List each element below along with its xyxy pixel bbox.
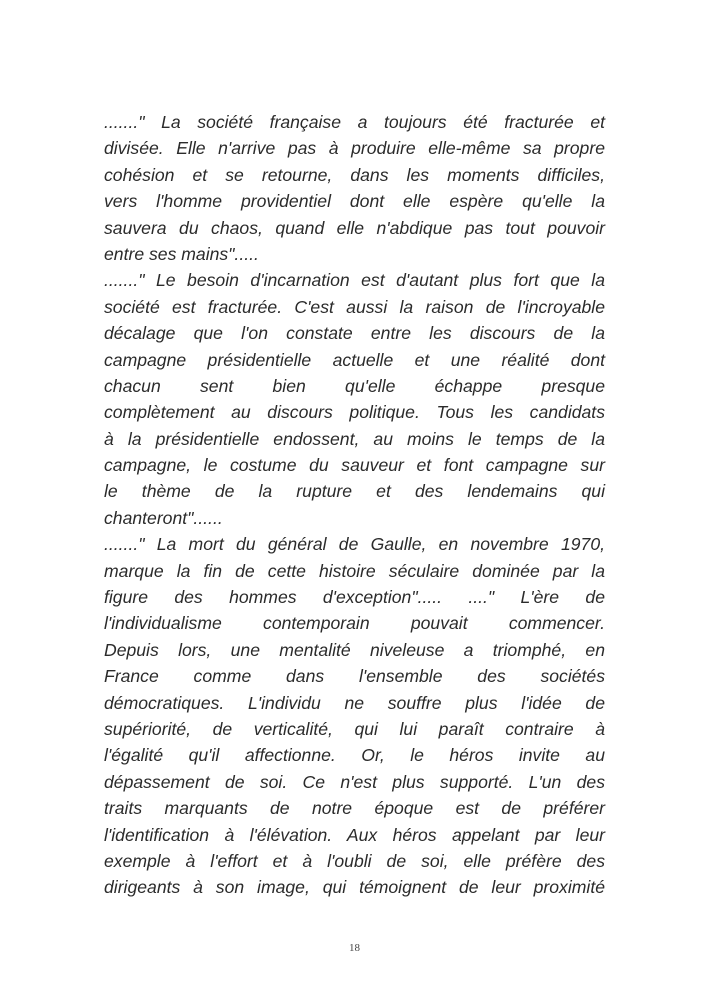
body-text <box>104 109 605 901</box>
text-line: chacun sent bien qu'elle échappe presque <box>104 375 605 396</box>
text-line: France comme dans l'ensemble des sociétés <box>104 666 605 687</box>
text-line: vers l'homme providentiel dont elle espère qu'elle la <box>104 191 605 212</box>
text-line: démocratiques. L'individu ne souffre plus l'idée de <box>104 692 605 713</box>
page-number: 18 <box>349 942 360 954</box>
text-line: ......." La société française a toujours été fracturée et <box>104 112 605 132</box>
text-line: entre ses mains"..... <box>104 243 259 264</box>
text-line: société est fracturée. C'est aussi la raison de l'incroyable <box>104 296 605 317</box>
text-line: le thème de la rupture et des lendemains qui <box>104 481 605 502</box>
text-line: dépassement de soi. Ce n'est plus supporté. L'un des <box>104 771 605 792</box>
text-line: exemple à l'effort et à l'oubli de soi, elle préfère des <box>104 850 605 871</box>
text-line: à la présidentielle endossent, au moins le temps de la <box>104 428 605 449</box>
text-line: divisée. Elle n'arrive pas à produire elle-même sa propre <box>104 138 605 159</box>
text-line: cohésion et se retourne, dans les moments difficiles, <box>104 164 605 185</box>
text-line: décalage que l'on constate entre les discours de la <box>104 323 605 344</box>
text-line: complètement au discours politique. Tous les candidats <box>104 402 605 423</box>
text-line: l'égalité qu'il affectionne. Or, le héros invite au <box>104 745 605 766</box>
text-line: figure des hommes d'exception"..... ...." L'ère de <box>104 587 605 608</box>
text-line: traits marquants de notre époque est de préférer <box>104 798 605 819</box>
text-line: ......." La mort du général de Gaulle, en novembre 1970, <box>104 534 605 555</box>
text-line: l'identification à l'élévation. Aux héros appelant par leur <box>104 824 605 845</box>
text-line: campagne, le costume du sauveur et font campagne sur <box>104 455 605 476</box>
text-line: l'individualisme contemporain pouvait commencer. <box>104 613 605 634</box>
text-line: ......." Le besoin d'incarnation est d'autant plus fort que la <box>104 270 605 291</box>
text-line: campagne présidentielle actuelle et une réalité dont <box>104 349 605 370</box>
text-line: marque la fin de cette histoire séculaire dominée par la <box>104 560 605 581</box>
text-line: sauvera du chaos, quand elle n'abdique pas tout pouvoir <box>104 217 605 238</box>
text-line: dirigeants à son image, qui témoignent de leur proximité <box>104 877 605 898</box>
text-line: Depuis lors, une mentalité niveleuse a triomphé, en <box>104 639 605 660</box>
text-line: chanteront"...... <box>104 507 223 528</box>
text-line: supériorité, de verticalité, qui lui paraît contraire à <box>104 718 605 739</box>
